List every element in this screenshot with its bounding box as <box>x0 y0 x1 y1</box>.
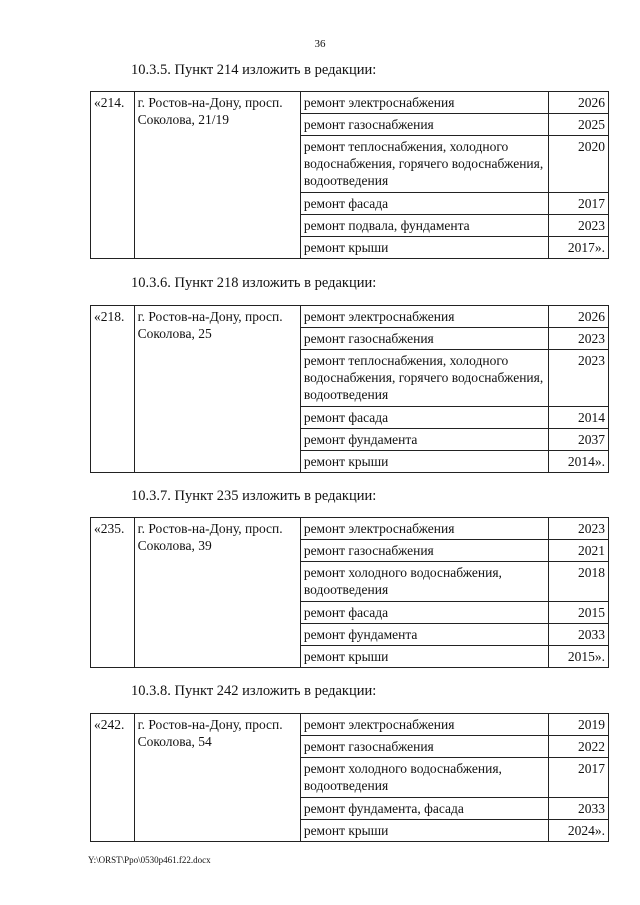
work-year: 2023 <box>549 215 609 237</box>
entry-table <box>90 91 609 259</box>
work-year: 2026 <box>549 92 609 114</box>
entry-number: «214. <box>91 92 135 259</box>
work-year: 2033 <box>549 624 609 646</box>
work-year: 2026 <box>549 306 609 328</box>
work-year: 2017». <box>549 237 609 259</box>
work-type: ремонт газоснабжения <box>300 540 548 562</box>
work-type: ремонт крыши <box>300 820 548 842</box>
work-year: 2014 <box>549 407 609 429</box>
entry-address: г. Ростов-на-Дону, просп. Соколова, 54 <box>134 714 300 842</box>
work-type: ремонт фасада <box>300 407 548 429</box>
work-type: ремонт фасада <box>300 602 548 624</box>
work-year: 2017 <box>549 758 609 798</box>
work-type: ремонт электроснабжения <box>300 518 548 540</box>
work-type: ремонт холодного водоснабжения, водоотведения <box>300 562 548 602</box>
work-year: 2020 <box>549 136 609 193</box>
work-year: 2025 <box>549 114 609 136</box>
entry-number: «242. <box>91 714 135 842</box>
work-type: ремонт электроснабжения <box>300 92 548 114</box>
work-year: 2021 <box>549 540 609 562</box>
work-year: 2017 <box>549 193 609 215</box>
work-type: ремонт теплоснабжения, холодного водоснабжения, горячего водоснабжения, водоотведения <box>300 350 548 407</box>
work-type: ремонт газоснабжения <box>300 328 548 350</box>
work-type: ремонт холодного водоснабжения, водоотведения <box>300 758 548 798</box>
work-type: ремонт электроснабжения <box>300 306 548 328</box>
work-year: 2037 <box>549 429 609 451</box>
entry-table <box>90 713 609 842</box>
entry-number: «218. <box>91 306 135 473</box>
work-type: ремонт электроснабжения <box>300 714 548 736</box>
work-year: 2014». <box>549 451 609 473</box>
work-type: ремонт фундамента, фасада <box>300 798 548 820</box>
work-type: ремонт фасада <box>300 193 548 215</box>
work-year: 2018 <box>549 562 609 602</box>
work-year: 2015 <box>549 602 609 624</box>
work-year: 2023 <box>549 328 609 350</box>
section-heading: 10.3.6. Пункт 218 изложить в редакции: <box>131 275 377 291</box>
file-path-footer: Y:\ORST\Ppo\0530p461.f22.docx <box>88 855 211 865</box>
work-type: ремонт крыши <box>300 451 548 473</box>
work-year: 2022 <box>549 736 609 758</box>
work-type: ремонт крыши <box>300 646 548 668</box>
work-year: 2024». <box>549 820 609 842</box>
work-type: ремонт газоснабжения <box>300 736 548 758</box>
work-year: 2023 <box>549 518 609 540</box>
work-type: ремонт крыши <box>300 237 548 259</box>
work-type: ремонт теплоснабжения, холодного водоснабжения, горячего водоснабжения, водоотведения <box>300 136 548 193</box>
section-heading: 10.3.7. Пункт 235 изложить в редакции: <box>131 488 377 504</box>
work-year: 2019 <box>549 714 609 736</box>
entry-table <box>90 305 609 473</box>
work-type: ремонт подвала, фундамента <box>300 215 548 237</box>
work-year: 2015». <box>549 646 609 668</box>
entry-address: г. Ростов-на-Дону, просп. Соколова, 21/19 <box>134 92 300 259</box>
work-year: 2033 <box>549 798 609 820</box>
work-type: ремонт фундамента <box>300 624 548 646</box>
page-number: 36 <box>314 38 326 50</box>
entry-address: г. Ростов-на-Дону, просп. Соколова, 39 <box>134 518 300 668</box>
entry-address: г. Ростов-на-Дону, просп. Соколова, 25 <box>134 306 300 473</box>
entry-table <box>90 517 609 668</box>
section-heading: 10.3.8. Пункт 242 изложить в редакции: <box>131 683 377 699</box>
entry-number: «235. <box>91 518 135 668</box>
work-type: ремонт фундамента <box>300 429 548 451</box>
section-heading: 10.3.5. Пункт 214 изложить в редакции: <box>131 62 377 78</box>
work-type: ремонт газоснабжения <box>300 114 548 136</box>
work-year: 2023 <box>549 350 609 407</box>
